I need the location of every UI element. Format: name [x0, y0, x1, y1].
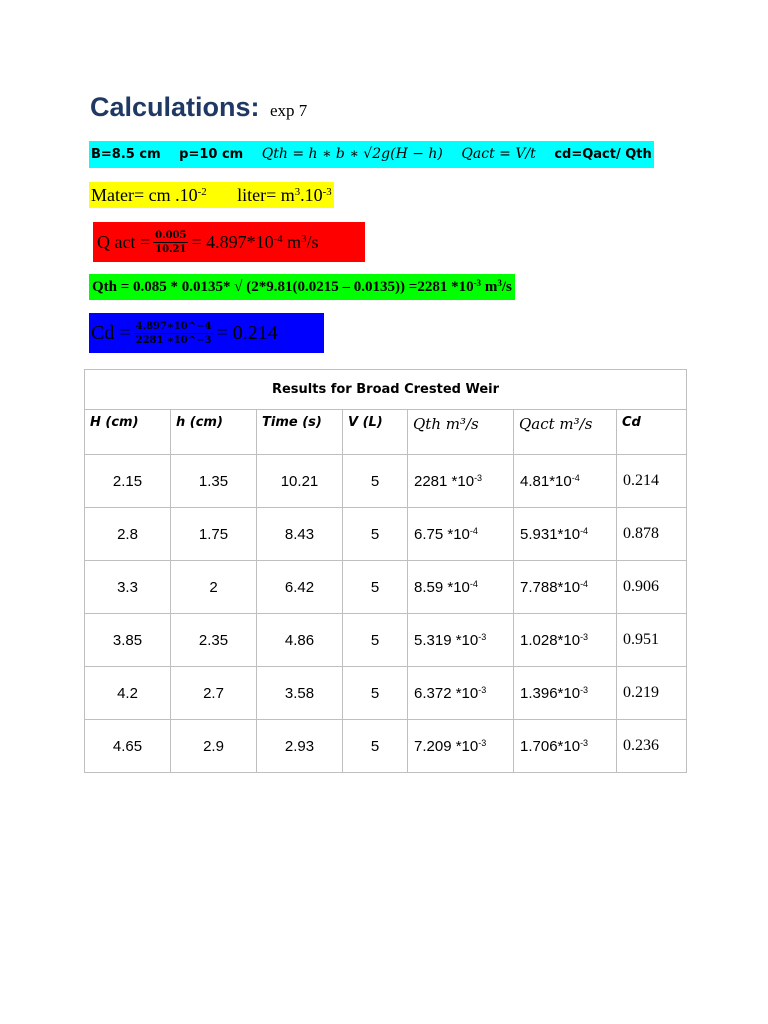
qact-calculation: [93, 222, 365, 262]
header-time: Time (s): [257, 410, 343, 455]
cell-time: 8.43: [257, 508, 343, 561]
cell-time: 10.21: [257, 455, 343, 508]
cell-V: 5: [343, 667, 408, 720]
cell-qth: 7.209 $*10^{-3}$: [408, 720, 514, 773]
formula-qact: Qact = V/t: [461, 146, 536, 162]
cell-h: 1.75: [171, 508, 257, 561]
cell-qact: $1.396*10^{-3}$: [514, 667, 617, 720]
cell-H: 3.3: [85, 561, 171, 614]
liter-exp: -3: [322, 186, 332, 199]
cell-h: 2.35: [171, 614, 257, 667]
formula-cd: cd=Qact/ Qth: [554, 147, 652, 162]
cell-H: 4.65: [85, 720, 171, 773]
cell-qact: $1.706*10^{-3}$: [514, 720, 617, 773]
cell-cd: 0.951: [617, 614, 687, 667]
cell-cd: 0.219: [617, 667, 687, 720]
cell-V: 5: [343, 455, 408, 508]
cell-qth: 6.75 $*10^{-4}$: [408, 508, 514, 561]
units-line: [89, 182, 334, 208]
cell-qact: $7.788*10^{-4}$: [514, 561, 617, 614]
title-main: Calculations:: [90, 92, 260, 122]
cd-numerator: 4.897∗10^−4: [135, 320, 212, 332]
cell-V: 5: [343, 561, 408, 614]
cd-lhs: Cd =: [91, 321, 131, 344]
cell-H: 4.2: [85, 667, 171, 720]
table-header-row: [85, 410, 687, 455]
cd-calculation: [89, 313, 324, 353]
header-qact: Qact m³/s: [514, 410, 617, 455]
cell-time: 4.86: [257, 614, 343, 667]
cell-h: 2: [171, 561, 257, 614]
cell-qth: 2281 $*10^{-3}$: [408, 455, 514, 508]
mater-base: Mater= cm .10: [91, 185, 198, 205]
parameters-line: [89, 141, 654, 168]
table-row: [85, 720, 687, 773]
param-p: p=10 cm: [179, 147, 244, 162]
cell-qact: $1.028*10^{-3}$: [514, 614, 617, 667]
qth-calculation: Qth = 0.085 * 0.0135* √ (2*9.81(0.0215 – 0.0135)) =2281 $*10^{-3}$ $m^3/s$: [89, 274, 515, 300]
header-cd: Cd: [617, 410, 687, 455]
title-sub: exp 7: [269, 101, 308, 120]
table-row: [85, 561, 687, 614]
cell-h: 2.7: [171, 667, 257, 720]
cell-time: 3.58: [257, 667, 343, 720]
param-b: B=8.5 cm: [91, 147, 161, 162]
cell-qth: 8.59 $*10^{-4}$: [408, 561, 514, 614]
cd-denominator: 2281 ∗10^−3: [135, 334, 212, 346]
table-row: [85, 508, 687, 561]
formula-qth: Qth = h ∗ b ∗ √2g(H − h): [261, 146, 443, 162]
cell-h: 1.35: [171, 455, 257, 508]
qact-numerator: 0.005: [155, 229, 187, 241]
cell-H: 3.85: [85, 614, 171, 667]
qth-text: Qth = 0.085 * 0.0135* √ (2*9.81(0.0215 – 0.0135)) =2281 *10: [92, 279, 474, 295]
table-row: [85, 455, 687, 508]
cell-V: 5: [343, 614, 408, 667]
cell-h: 2.9: [171, 720, 257, 773]
cell-qth: 6.372 $*10^{-3}$: [408, 667, 514, 720]
cell-qth: 5.319 $*10^{-3}$: [408, 614, 514, 667]
cell-H: 2.8: [85, 508, 171, 561]
header-V: V (L): [343, 410, 408, 455]
cd-rhs: = 0.214: [216, 321, 278, 344]
cell-cd: 0.214: [617, 455, 687, 508]
qact-lhs: Q act =: [97, 231, 151, 252]
qth-exp: -3: [473, 278, 482, 289]
table-row: [85, 667, 687, 720]
header-qth: Qth m³/s: [408, 410, 514, 455]
cell-cd: 0.878: [617, 508, 687, 561]
cell-cd: 0.906: [617, 561, 687, 614]
header-H: H (cm): [85, 410, 171, 455]
cell-V: 5: [343, 508, 408, 561]
cell-H: 2.15: [85, 455, 171, 508]
cd-fraction: [134, 320, 214, 347]
cell-time: 2.93: [257, 720, 343, 773]
cell-V: 5: [343, 720, 408, 773]
mater-exp: -2: [197, 186, 207, 199]
qact-rhs: = $4.897*10^{-4}$ $m^3/s$: [191, 231, 319, 252]
cell-cd: 0.236: [617, 720, 687, 773]
qact-denominator: 10.21: [155, 243, 187, 255]
cell-time: 6.42: [257, 561, 343, 614]
table-row: [85, 614, 687, 667]
liter-m-exp: 3: [294, 186, 301, 199]
liter-mid: .10: [300, 185, 323, 205]
table-caption: Results for Broad Crested Weir: [85, 370, 687, 410]
qact-fraction: [153, 229, 188, 256]
cell-qact: $4.81*10^{-4}$: [514, 455, 617, 508]
cell-qact: $5.931*10^{-4}$: [514, 508, 617, 561]
page-title: [90, 92, 307, 123]
results-table: [84, 369, 687, 773]
header-h: h (cm): [171, 410, 257, 455]
liter-base: liter= m: [237, 185, 295, 205]
